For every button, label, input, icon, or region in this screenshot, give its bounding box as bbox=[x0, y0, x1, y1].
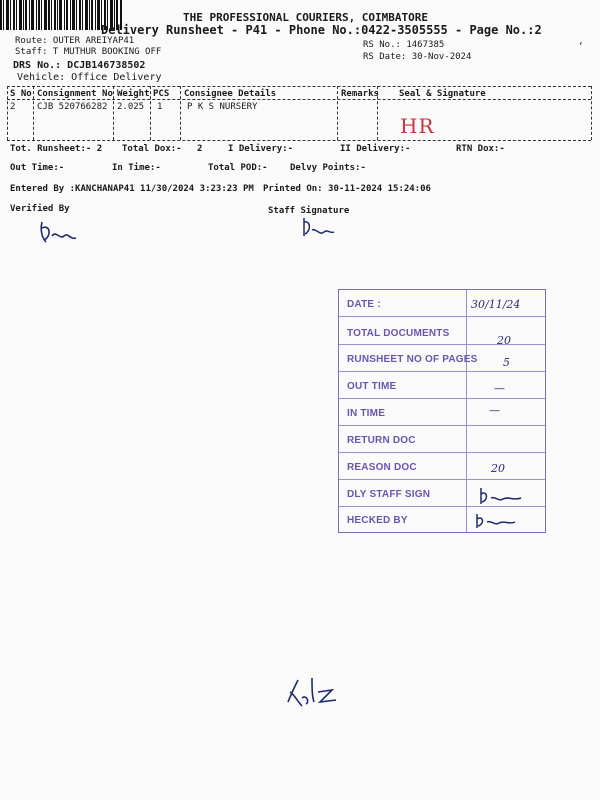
in-time: In Time:- bbox=[112, 163, 161, 173]
table-header-rule bbox=[7, 99, 591, 100]
runsheet-title: Delivery Runsheet - P41 - Phone No.:0422-3505555 - Page No.:2 bbox=[101, 23, 542, 37]
col-sep bbox=[591, 86, 592, 140]
tot-runsheet: Tot. Runsheet:- 2 bbox=[10, 144, 103, 154]
stamp-checked-mark bbox=[471, 510, 521, 532]
col-header-consignee: Consignee Details bbox=[184, 89, 277, 99]
table-top-rule bbox=[7, 86, 591, 87]
stamp-label-runsheet-pages: RUNSHEET NO OF PAGES bbox=[347, 354, 478, 365]
col-header-sno: S No bbox=[10, 89, 32, 99]
drs-number: DRS No.: DCJB146738502 bbox=[13, 60, 146, 71]
stamp-label-reason-doc: REASON DOC bbox=[347, 462, 417, 473]
stamp-label-checked-by: HECKED BY bbox=[347, 515, 408, 526]
verified-by-label: Verified By bbox=[10, 204, 70, 214]
staff-text: Staff: T MUTHUR BOOKING OFF bbox=[15, 47, 162, 57]
col-header-weight: Weight bbox=[117, 89, 150, 99]
out-time: Out Time:- bbox=[10, 163, 65, 173]
vehicle-text: Vehicle: Office Delivery bbox=[17, 72, 162, 83]
stamp-label-total-documents: TOTAL DOCUMENTS bbox=[347, 328, 450, 339]
total-pod: Total POD:- bbox=[208, 163, 268, 173]
table-bottom-rule bbox=[7, 140, 591, 141]
col-header-seal: Seal & Signature bbox=[399, 89, 486, 99]
cell-consignee: P K S NURSERY bbox=[187, 102, 258, 112]
col-header-pcs: PCS bbox=[153, 89, 170, 99]
delvy-points: Delvy Points:- bbox=[290, 163, 366, 173]
stamp-label-date: DATE : bbox=[347, 299, 381, 310]
company-name: THE PROFESSIONAL COURIERS, COIMBATORE bbox=[183, 11, 429, 24]
entered-by: Entered By :KANCHANAP41 11/30/2024 3:23:23 PM bbox=[10, 184, 254, 194]
stamp-staff-sign-mark bbox=[477, 484, 527, 508]
staff-signature bbox=[298, 214, 338, 240]
cell-pcs: 1 bbox=[157, 102, 163, 112]
cell-consignment: CJB 520766282 bbox=[37, 102, 108, 112]
total-dox-value: 2 bbox=[197, 144, 203, 154]
rs-number: RS No.: 1467385 bbox=[363, 40, 445, 50]
stamp-value-in-time: — bbox=[489, 404, 500, 417]
seal-handwriting: HR bbox=[400, 114, 435, 138]
i-delivery: I Delivery:- bbox=[228, 144, 294, 154]
total-dox-label: Total Dox:- bbox=[122, 144, 182, 154]
ii-delivery: II Delivery:- bbox=[340, 144, 411, 154]
col-sep bbox=[7, 86, 8, 140]
col-sep bbox=[180, 86, 181, 140]
printed-on: Printed On: 30-11-2024 15:24:06 bbox=[263, 184, 431, 194]
col-sep bbox=[337, 86, 338, 140]
col-sep bbox=[113, 86, 114, 140]
stamp-value-reason-doc: 20 bbox=[491, 462, 505, 475]
stamp-label-out-time: OUT TIME bbox=[347, 381, 397, 392]
stamp-value-runsheet-pages: 5 bbox=[503, 356, 510, 369]
col-sep bbox=[150, 86, 151, 140]
rtn-dox: RTN Dox:- bbox=[456, 144, 505, 154]
stamp-value-total-documents: 20 bbox=[497, 334, 511, 347]
route-text: Route: OUTER AREIYAP41 bbox=[15, 36, 135, 46]
staff-signature-label: Staff Signature bbox=[268, 206, 350, 216]
cell-weight: 2.025 bbox=[117, 102, 145, 112]
delivery-stamp bbox=[338, 289, 546, 533]
rs-date: RS Date: 30-Nov-2024 bbox=[363, 52, 472, 62]
corner-mark: ‘ bbox=[578, 42, 584, 52]
stamp-value-date: 30/11/24 bbox=[471, 298, 521, 311]
cell-sno: 2 bbox=[10, 102, 16, 112]
stamp-label-dly-staff-sign: DLY STAFF SIGN bbox=[347, 489, 431, 500]
bottom-signature bbox=[284, 672, 344, 710]
stamp-label-in-time: IN TIME bbox=[347, 408, 386, 419]
col-sep bbox=[33, 86, 34, 140]
col-header-consignment: Consignment No bbox=[37, 89, 113, 99]
col-header-remarks: Remarks bbox=[341, 89, 379, 99]
stamp-value-out-time: — bbox=[494, 382, 505, 395]
verified-signature bbox=[36, 218, 86, 248]
stamp-label-return-doc: RETURN DOC bbox=[347, 435, 416, 446]
